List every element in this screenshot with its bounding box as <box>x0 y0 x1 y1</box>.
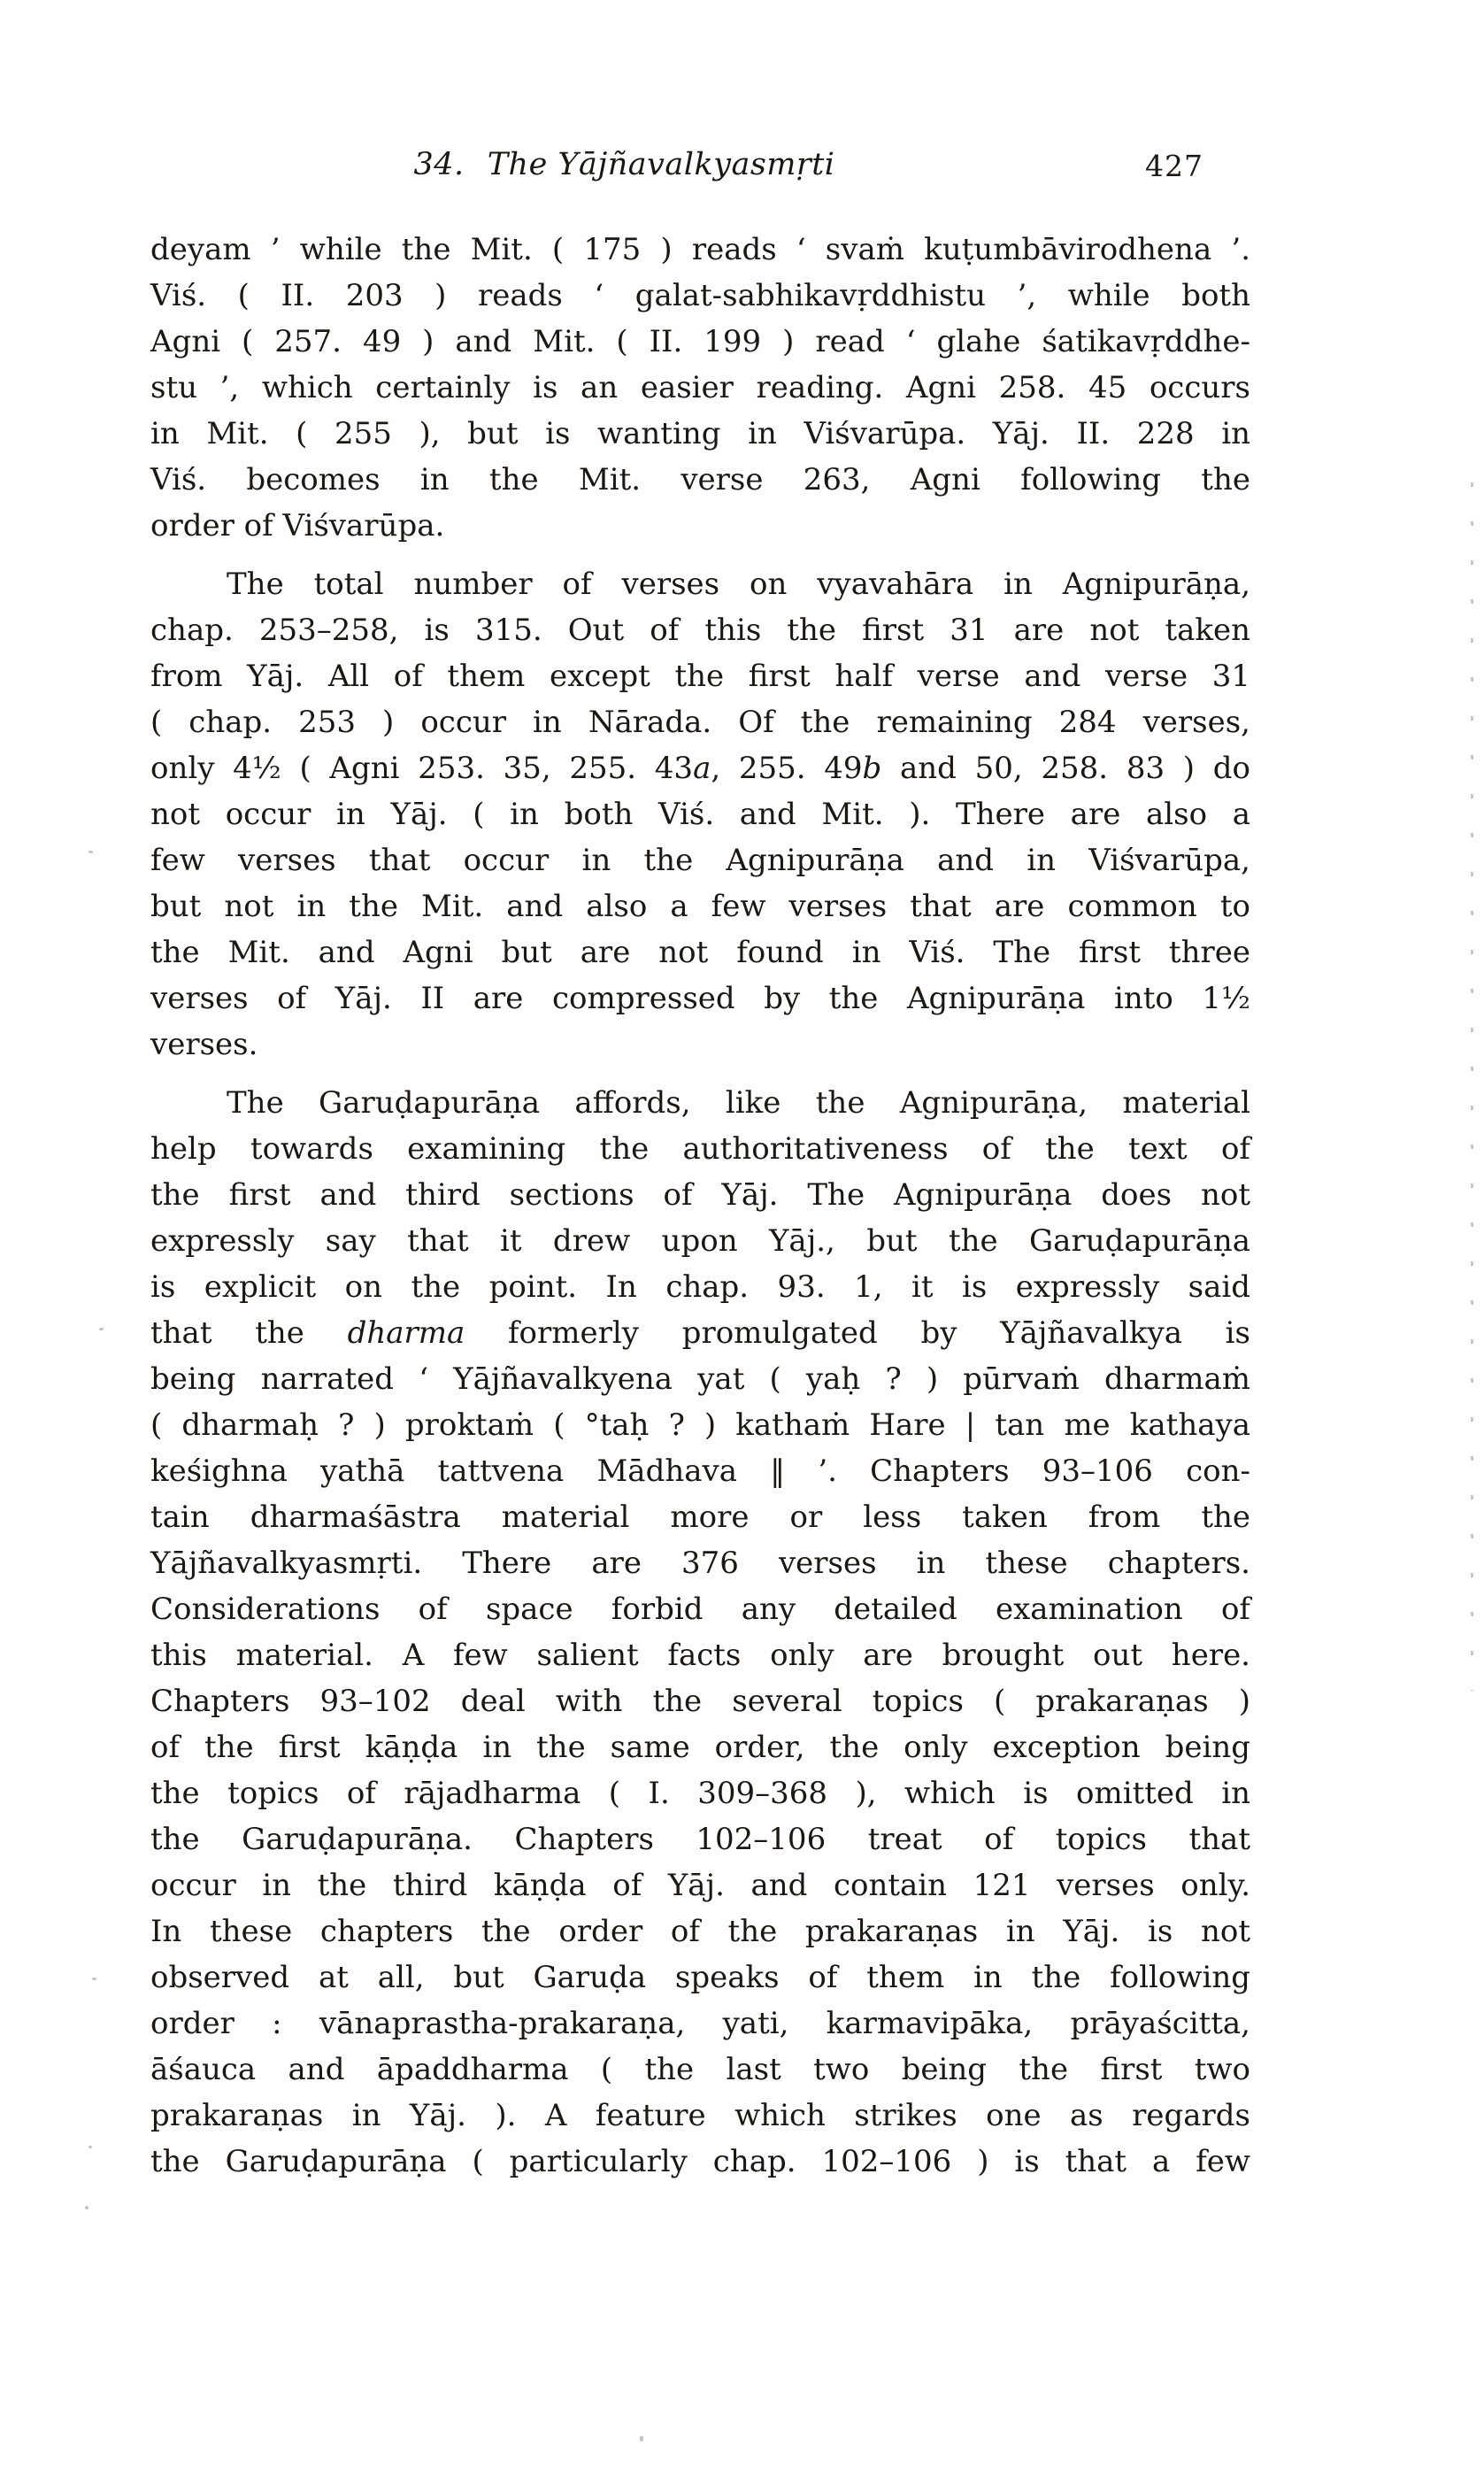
scan-speck <box>99 1328 104 1330</box>
text-line: The Garuḍapurāṇa affords, like the Agnipurāṇa, material <box>227 1085 1250 1121</box>
text-line: that the dharma formerly promulgated by Yājñavalkya is <box>150 1315 1251 1351</box>
text-line: ( chap. 253 ) occur in Nārada. Of the remaining 284 verses, <box>150 705 1250 740</box>
text-line: Yājñavalkyasmṛti. There are 376 verses in these chapters. <box>150 1546 1250 1581</box>
text-line: chap. 253–258, is 315. Out of this the first 31 are not taken <box>150 613 1250 648</box>
text-line: Chapters 93–102 deal with the several topics ( prakaraṇas ) <box>150 1684 1250 1719</box>
text-line: occur in the third kāṇḍa of Yāj. and contain 121 verses only. <box>150 1868 1250 1903</box>
text-line: the Garuḍapurāṇa ( particularly chap. 102–106 ) is that a few <box>150 2144 1250 2179</box>
text-line: order : vānaprastha-prakaraṇa, yati, karmavipāka, prāyaścitta, <box>150 2006 1250 2041</box>
text-body <box>150 227 1250 2185</box>
text-line: ( dharmaḥ ? ) proktaṁ ( °taḥ ? ) kathaṁ Hare | tan me kathaya <box>150 1407 1250 1443</box>
paragraph <box>150 561 1250 1068</box>
scan-speck <box>85 2206 88 2209</box>
text-line: expressly say that it drew upon Yāj., but the Garuḍapurāṇa <box>150 1223 1250 1259</box>
text-line: of the first kāṇḍa in the same order, the only exception being <box>150 1730 1250 1765</box>
text-line: keśighna yathā tattvena Mādhava ‖ ’. Chapters 93–106 con- <box>150 1453 1250 1489</box>
text-line: Viś. ( II. 203 ) reads ‘ galat-sabhikavṛddhistu ’, while both <box>150 278 1250 313</box>
paragraph <box>150 227 1250 549</box>
text-line: in Mit. ( 255 ), but is wanting in Viśvarūpa. Yāj. II. 228 in <box>150 416 1250 451</box>
text-line: In these chapters the order of the prakaraṇas in Yāj. is not <box>150 1914 1250 1949</box>
running-header <box>74 147 1174 182</box>
text-line: Considerations of space forbid any detailed examination of <box>150 1592 1250 1627</box>
text-line: not occur in Yāj. ( in both Viś. and Mit. ). There are also a <box>150 797 1250 832</box>
text-line: Agni ( 257. 49 ) and Mit. ( II. 199 ) read ‘ glahe śatikavṛddhe- <box>150 324 1250 359</box>
text-line: order of Viśvarūpa. <box>150 508 445 544</box>
text-line: deyam ’ while the Mit. ( 175 ) reads ‘ svaṁ kuṭumbāvirodhena ’. <box>150 232 1250 267</box>
text-line: being narrated ‘ Yājñavalkyena yat ( yaḥ ? ) pūrvaṁ dharmaṁ <box>150 1361 1250 1397</box>
section-title: The Yājñavalkyasmṛti <box>487 147 835 182</box>
text-line: āśauca and āpaddharma ( the last two being the first two <box>150 2052 1250 2087</box>
page-number: 427 <box>1145 149 1203 183</box>
text-line: from Yāj. All of them except the first half verse and verse 31 <box>150 659 1250 694</box>
text-line: few verses that occur in the Agnipurāṇa and in Viśvarūpa, <box>150 843 1250 878</box>
text-line: this material. A few salient facts only are brought out here. <box>150 1638 1250 1673</box>
text-line: prakaraṇas in Yāj. ). A feature which strikes one as regards <box>150 2098 1250 2133</box>
text-line: tain dharmaśāstra material more or less taken from the <box>150 1499 1250 1535</box>
scan-speck <box>640 2436 643 2441</box>
section-number: 34. <box>413 147 465 182</box>
text-line: the Garuḍapurāṇa. Chapters 102–106 treat of topics that <box>150 1822 1250 1857</box>
text-line: is explicit on the point. In chap. 93. 1, it is expressly said <box>150 1269 1250 1305</box>
scan-edge-artifact <box>1471 482 1473 1691</box>
text-line: help towards examining the authoritativeness of the text of <box>150 1131 1250 1167</box>
scan-speck <box>88 851 93 853</box>
text-line: verses. <box>150 1027 258 1062</box>
scan-speck <box>88 2146 92 2148</box>
text-line: Viś. becomes in the Mit. verse 263, Agni following the <box>150 462 1250 497</box>
text-line: but not in the Mit. and also a few verses that are common to <box>150 889 1250 924</box>
paragraph <box>150 1080 1250 2185</box>
scan-speck <box>92 1977 96 1980</box>
text-line: only 4½ ( Agni 253. 35, 255. 43a, 255. 49b and 50, 258. 83 ) do <box>150 751 1250 786</box>
text-line: the first and third sections of Yāj. The Agnipurāṇa does not <box>150 1177 1250 1213</box>
text-line: verses of Yāj. II are compressed by the Agnipurāṇa into 1½ <box>150 981 1250 1016</box>
text-line: stu ’, which certainly is an easier reading. Agni 258. 45 occurs <box>150 370 1250 405</box>
text-line: The total number of verses on vyavahāra in Agnipurāṇa, <box>227 567 1250 602</box>
text-line: observed at all, but Garuḍa speaks of them in the following <box>150 1960 1250 1995</box>
text-line: the Mit. and Agni but are not found in Viś. The first three <box>150 935 1250 970</box>
text-line: the topics of rājadharma ( I. 309–368 ), which is omitted in <box>150 1776 1250 1811</box>
